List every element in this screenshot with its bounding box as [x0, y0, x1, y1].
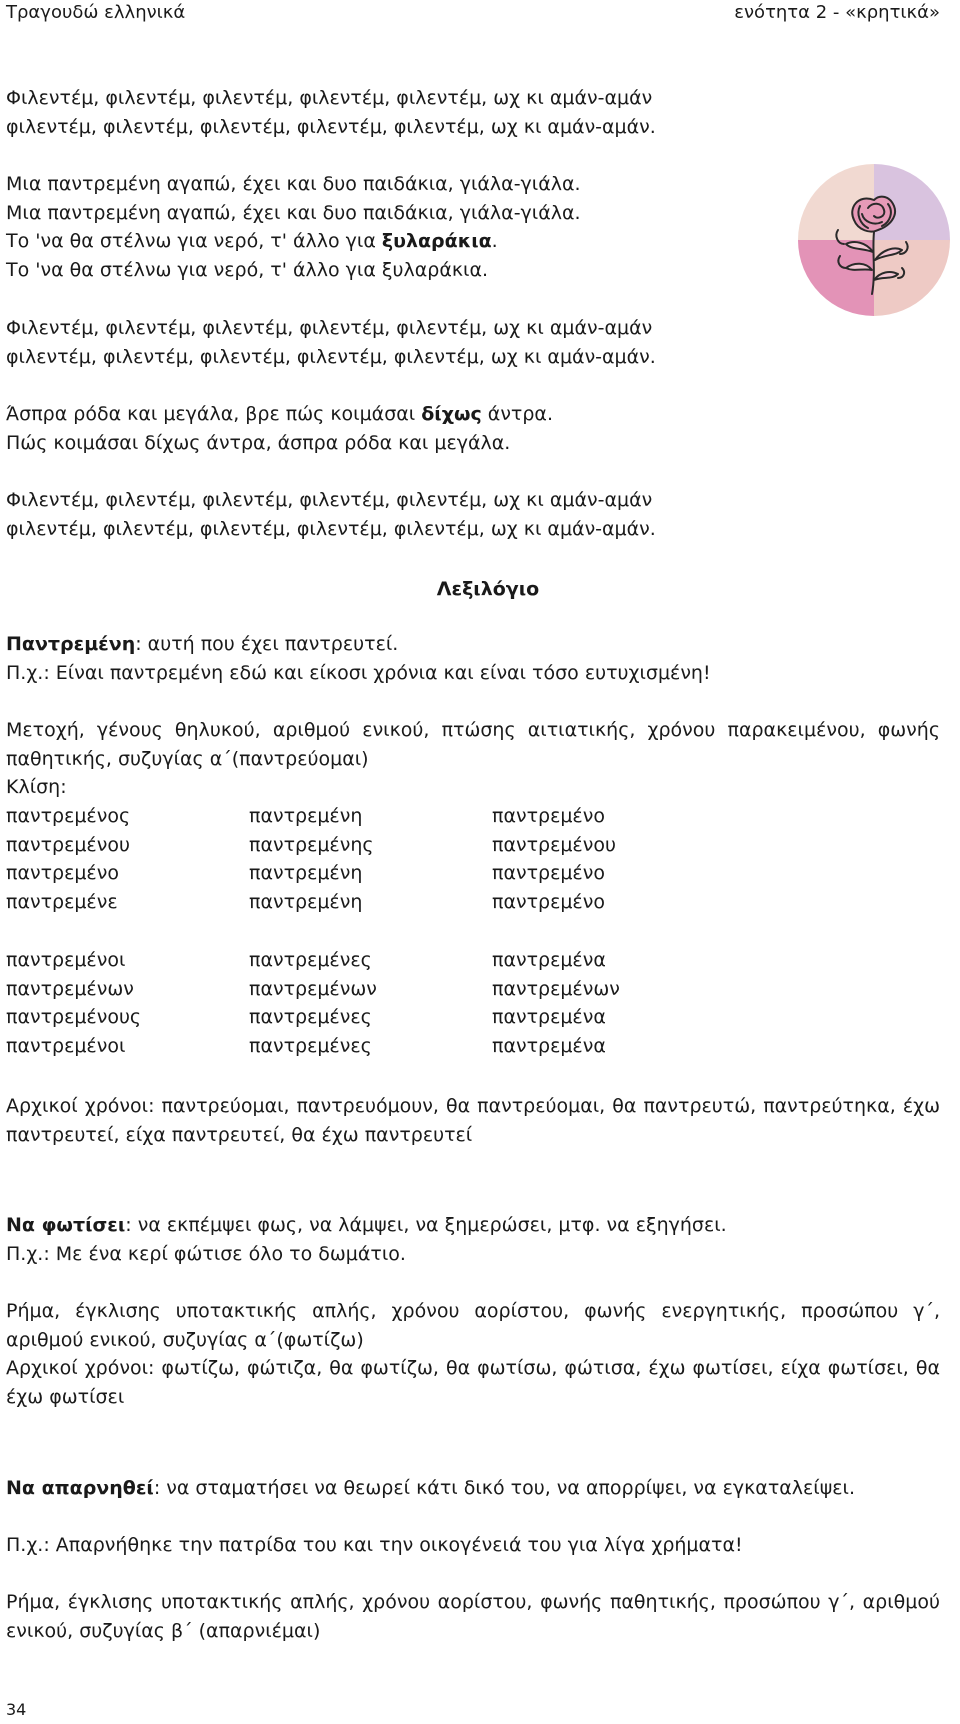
vocab-example: Π.χ.: Με ένα κερί φώτισε όλο το δωμάτιο.	[6, 1242, 406, 1265]
entry-definition	[6, 1211, 940, 1240]
lyric-line	[6, 400, 940, 429]
lyric-line: Πώς κοιμάσαι δίχως άντρα, άσπρα ρόδα και μεγάλα.	[6, 431, 511, 454]
vocab-entry-renounce	[6, 1474, 940, 1503]
vocab-definition: : να σταματήσει να θεωρεί κάτι δικό του, να απορρίψει, να εγκαταλείψει.	[153, 1477, 855, 1499]
entry-definition	[6, 630, 940, 659]
lyric-text: άντρα.	[481, 403, 553, 425]
table-cell: παντρεμένη	[249, 805, 363, 827]
lyric-line: Φιλεντέμ, φιλεντέμ, φιλεντέμ, φιλεντέμ, φιλεντέμ, ωχ κι αμάν-αμάν	[6, 87, 653, 109]
lyric-line: φιλεντέμ, φιλεντέμ, φιλεντέμ, φιλεντέμ, φιλεντέμ, ωχ κι αμάν-αμάν.	[6, 115, 656, 138]
table-cell: παντρεμένο	[492, 862, 605, 884]
rose-icon	[798, 164, 950, 316]
table-cell: παντρεμένες	[249, 1006, 372, 1028]
vocab-example-container	[6, 1531, 940, 1560]
page-number: 34	[6, 1700, 27, 1719]
table-cell: παντρεμένων	[492, 977, 620, 1000]
table-row	[6, 831, 706, 860]
table-cell: παντρεμένοι	[6, 949, 126, 971]
vocab-definition: : να εκπέμψει φως, να λάμψει, να ξημερώσει, μτφ. να εξηγήσει.	[125, 1214, 727, 1236]
table-cell: παντρεμένης	[249, 833, 374, 856]
header-section: ενότητα 2 - «κρητικά»	[734, 2, 940, 23]
vocab-term: Παντρεμένη	[6, 633, 136, 655]
lyric-line: φιλεντέμ, φιλεντέμ, φιλεντέμ, φιλεντέμ, φιλεντέμ, ωχ κι αμάν-αμάν.	[6, 517, 656, 540]
table-cell: παντρεμένη	[249, 890, 363, 913]
lyric-text: Το 'να θα στέλνω για νερό, τ' άλλο για	[6, 230, 382, 252]
vocab-term: Να απαρνηθεί	[6, 1477, 154, 1499]
vocab-entry-married	[6, 630, 940, 687]
vocab-example: Π.χ.: Απαρνήθηκε την πατρίδα του και την οικογένειά του για λίγα χρήματα!	[6, 1534, 743, 1556]
table-cell: παντρεμένη	[249, 862, 363, 884]
table-cell: παντρεμένο	[492, 890, 605, 913]
vocab-entry-light	[6, 1211, 940, 1268]
vocab-grammar-light: Ρήμα, έγκλισης υποτακτικής απλής, χρόνου αορίστου, φωνής ενεργητικής, προσώπου γ΄, αριθμού ενικού, συζυγίας α΄(φωτίζω)	[6, 1300, 940, 1351]
table-cell: παντρεμένος	[6, 805, 131, 827]
vocab-grammar-renounce: Ρήμα, έγκλισης υποτακτικής απλής, χρόνου αορίστου, φωνής παθητικής, προσώπου γ΄, αριθμού ενικού, συζυγίας β΄ (απαρνιέμαι)	[6, 1591, 940, 1642]
verse-2	[6, 400, 940, 457]
table-cell: παντρεμένοι	[6, 1034, 126, 1057]
refrain-1	[6, 84, 940, 141]
table-row	[6, 975, 706, 1004]
page-header	[6, 2, 940, 28]
declension-label	[6, 773, 940, 802]
lyric-line: Μια παντρεμένη αγαπώ, έχει και δυο παιδάκια, γιάλα-γιάλα.	[6, 173, 581, 195]
declension-plural-table	[6, 946, 706, 1060]
table-row	[6, 946, 706, 975]
principal-parts-married: Αρχικοί χρόνοι: παντρεύομαι, παντρευόμουν, θα παντρεύομαι, θα παντρευτώ, παντρεύτηκα, έχω παντρευτεί, είχα παντρευτεί, θα έχω παντρευτεί	[6, 1095, 940, 1146]
table-cell: παντρεμένες	[249, 1034, 372, 1057]
lyric-line: Το 'να θα στέλνω για νερό, τ' άλλο για ξυλαράκια.	[6, 258, 489, 281]
refrain-3	[6, 486, 940, 543]
table-row	[6, 1003, 706, 1032]
refrain-2	[6, 314, 940, 371]
table-row	[6, 859, 706, 888]
table-cell: παντρεμένου	[492, 833, 616, 856]
vocab-term: Να φωτίσει	[6, 1214, 126, 1236]
vocab-grammar-married: Μετοχή, γένους θηλυκού, αριθμού ενικού, πτώσης αιτιατικής, χρόνου παρακειμένου, φωνής παθητικής, συζυγίας α΄(παντρεύομαι)	[6, 719, 940, 770]
vocab-definition: : αυτή που έχει παντρευτεί.	[135, 633, 399, 655]
lyric-line: φιλεντέμ, φιλεντέμ, φιλεντέμ, φιλεντέμ, φιλεντέμ, ωχ κι αμάν-αμάν.	[6, 345, 656, 368]
highlighted-word: δίχως	[421, 403, 482, 425]
lyric-line: Μια παντρεμένη αγαπώ, έχει και δυο παιδάκια, γιάλα-γιάλα.	[6, 201, 581, 224]
highlighted-word: ξυλαράκια	[381, 230, 492, 252]
table-cell: παντρεμένο	[492, 805, 605, 827]
table-cell: παντρεμένα	[492, 949, 606, 971]
declension-label-text: Κλίση:	[6, 776, 67, 798]
table-cell: παντρεμένε	[6, 890, 118, 913]
table-cell: παντρεμένες	[249, 949, 372, 971]
vocabulary-heading: Λεξιλόγιο	[436, 578, 540, 600]
lyric-text: .	[491, 230, 498, 252]
table-cell: παντρεμένων	[6, 977, 134, 1000]
declension-singular-table	[6, 802, 706, 916]
lyric-text: Άσπρα ρόδα και μεγάλα, βρε πώς κοιμάσαι	[6, 403, 422, 425]
table-cell: παντρεμένων	[249, 977, 377, 1000]
table-row	[6, 888, 706, 917]
vocab-example: Π.χ.: Είναι παντρεμένη εδώ και είκοσι χρόνια και είναι τόσο ευτυχισμένη!	[6, 661, 711, 684]
table-cell: παντρεμένα	[492, 1034, 606, 1057]
table-row	[6, 802, 706, 831]
lyric-line: Φιλεντέμ, φιλεντέμ, φιλεντέμ, φιλεντέμ, φιλεντέμ, ωχ κι αμάν-αμάν	[6, 317, 653, 339]
table-row	[6, 1032, 706, 1061]
table-cell: παντρεμένου	[6, 833, 130, 856]
table-cell: παντρεμένους	[6, 1006, 142, 1028]
lyric-line: Φιλεντέμ, φιλεντέμ, φιλεντέμ, φιλεντέμ, φιλεντέμ, ωχ κι αμάν-αμάν	[6, 489, 653, 511]
header-title: Τραγουδώ ελληνικά	[6, 2, 186, 23]
table-cell: παντρεμένα	[492, 1006, 606, 1028]
table-cell: παντρεμένο	[6, 862, 119, 884]
principal-parts-light: Αρχικοί χρόνοι: φωτίζω, φώτιζα, θα φωτίζω, θα φωτίσω, φώτισα, έχω φωτίσει, είχα φωτίσει, θα έχω φωτίσει	[6, 1357, 940, 1408]
